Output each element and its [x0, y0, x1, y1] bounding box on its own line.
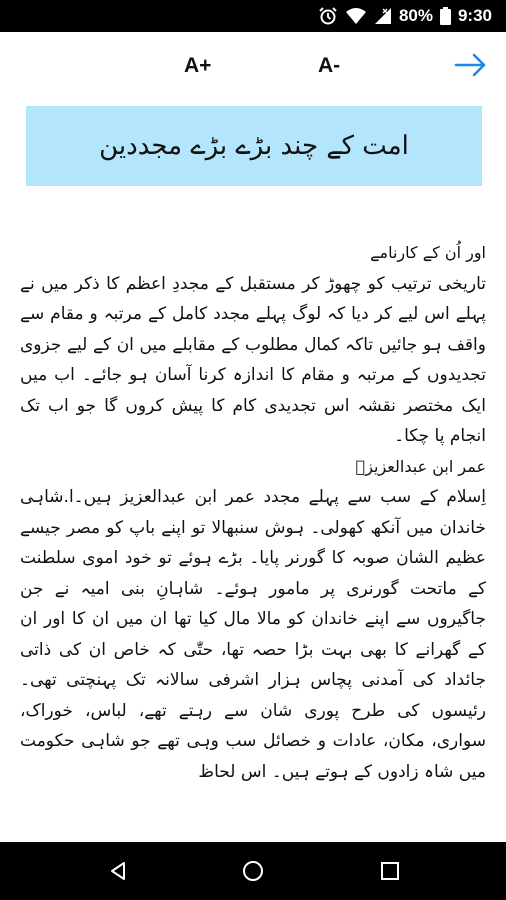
status-bar: [0, 0, 506, 32]
paragraph: اِسلام کے سب سے پہلے مجدد عمر ابن عبدالعزیز ہیں۔ا.شاہی خاندان میں آنکھ کھولی۔ ہوش سنبھالا تو اپنے باپ کو مصر جیسے عظیم الشان صوبہ کا گورنر پایا۔ بڑے ہوئے تو خود اموی سلطنت کے ماتحت گورنری پر مامور ہوئے۔ شاہانِ بنی امیہ نے جن جاگیروں سے اپنے خاندان کو مالا مال کیا تھا ان میں ان کا اور ان کے گھرانے کا بھی بہت بڑا حصہ تھا، حتّٰی کہ خاص ان کی ذاتی جائداد کی آمدنی پچاس ہزار اشرفی سالانہ تک پہنچتی تھی۔ رئیسوں کی طرح پوری شان سے رہتے تھے، لباس، خوراک، سواری، مکان، عادات و خصائل سب وہی تھے جو شاہی حکومت میں شاہ زادوں کے ہوتے ہیں۔ اس لحاظ: [20, 487, 486, 782]
battery-percent: 80%: [398, 6, 433, 25]
section-heading: عمر ابن عبدالعزیزؒ: [355, 456, 486, 476]
alarm-icon: [318, 6, 338, 26]
battery-icon: [440, 7, 451, 25]
font-decrease-button[interactable]: A-: [318, 54, 341, 77]
status-icons: [318, 0, 492, 32]
wifi-icon: [345, 7, 367, 25]
arrow-right-icon[interactable]: [454, 50, 488, 84]
home-icon[interactable]: [223, 842, 283, 900]
chapter-title: امت کے چند بڑے بڑے مجددین: [99, 131, 409, 161]
navigation-bar: [0, 842, 506, 900]
clock: 9:30: [457, 6, 492, 25]
recents-icon[interactable]: [360, 842, 420, 900]
paragraph: تاریخی ترتیب کو چھوڑ کر مستقبل کے مجددِ اعظم کا ذکر میں نے پہلے اس لیے کر دیا کہ لوگ پہلے مجدد کامل کے مرتبہ و مقام سے واقف ہو جائیں تاکہ کمال مطلوب کے مقابلے میں ان کے لیے جزوی تجدیدوں کے مرتبہ و مقام کا اندازہ کرنا آسان ہو جائے۔ اب میں ایک مختصر نقشہ اس تجدیدی کام کا پیش کروں گا جو اب تک انجام پا چکا۔: [20, 273, 486, 446]
reader-toolbar: [0, 32, 506, 102]
section-heading: اور اُن کے کارنامے: [370, 243, 486, 262]
article-content: [20, 238, 486, 842]
back-icon[interactable]: [88, 842, 148, 900]
chapter-title-box: [26, 106, 482, 186]
font-increase-button[interactable]: A+: [184, 54, 212, 77]
signal-icon: [374, 7, 392, 25]
